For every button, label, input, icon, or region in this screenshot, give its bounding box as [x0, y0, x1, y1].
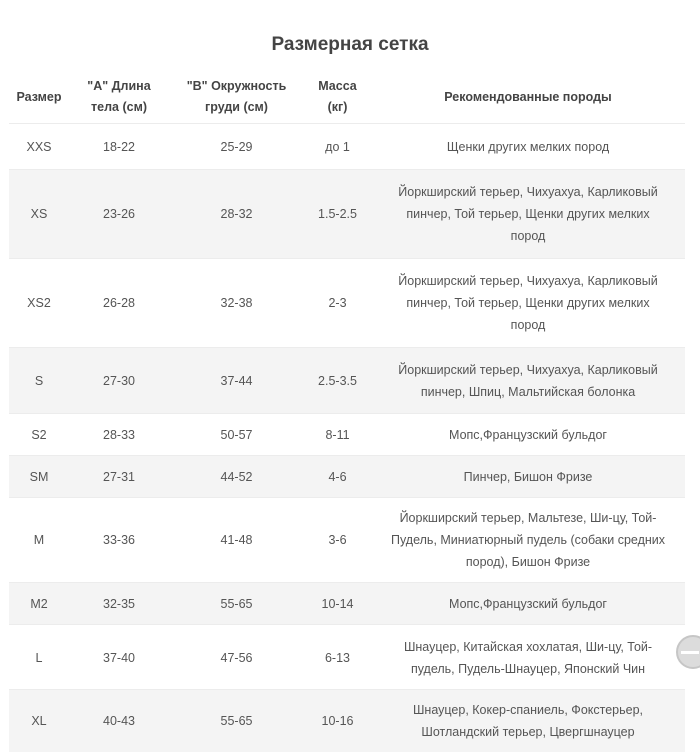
breeds-line: Шотландский терьер, Цвергшнауцер: [375, 721, 681, 743]
header-breeds-label: Рекомендованные породы: [444, 90, 611, 104]
size-chart-table: [9, 72, 685, 752]
breeds-line: пинчер, Шпиц, Мальтийская болонка: [375, 381, 681, 403]
breeds-line: Йоркширский терьер, Чихуахуа, Карликовый: [375, 270, 681, 292]
header-chest: [169, 72, 304, 124]
breeds-line: Пинчер, Бишон Фризе: [375, 466, 681, 488]
table-header-row: [9, 72, 685, 124]
breeds-line: пинчер, Той терьер, Щенки других мелких: [375, 203, 681, 225]
breeds-line: пород: [375, 314, 681, 336]
cell-length: 32-35: [69, 583, 169, 625]
header-chest-line1: "В" Окружность: [187, 79, 287, 93]
cell-mass: 4-6: [304, 456, 371, 498]
header-chest-line2: груди (см): [205, 100, 268, 114]
scroll-up-icon: [681, 651, 699, 654]
table-row: [9, 498, 685, 583]
cell-size: M2: [9, 583, 69, 625]
cell-size: M: [9, 498, 69, 583]
cell-mass: 8-11: [304, 414, 371, 456]
cell-length: 27-30: [69, 348, 169, 414]
cell-size: XXS: [9, 124, 69, 170]
table-row: [9, 170, 685, 259]
table-row: [9, 414, 685, 456]
header-mass: [304, 72, 371, 124]
cell-breeds: [371, 498, 685, 583]
table-row: [9, 625, 685, 690]
table-row: [9, 259, 685, 348]
cell-chest: 55-65: [169, 583, 304, 625]
table-row: [9, 690, 685, 752]
header-size-label: Размер: [16, 90, 61, 104]
header-length-line1: "А" Длина: [87, 79, 150, 93]
cell-mass: до 1: [304, 124, 371, 170]
header-length: [69, 72, 169, 124]
cell-breeds: [371, 625, 685, 690]
cell-length: 40-43: [69, 690, 169, 752]
cell-size: S2: [9, 414, 69, 456]
header-mass-line2: (кг): [328, 100, 348, 114]
cell-chest: 44-52: [169, 456, 304, 498]
table-row: [9, 456, 685, 498]
cell-breeds: [371, 456, 685, 498]
breeds-line: Мопс,Французский бульдог: [375, 424, 681, 446]
cell-mass: 2-3: [304, 259, 371, 348]
cell-length: 18-22: [69, 124, 169, 170]
cell-chest: 50-57: [169, 414, 304, 456]
cell-length: 28-33: [69, 414, 169, 456]
breeds-line: Йоркширский терьер, Чихуахуа, Карликовый: [375, 181, 681, 203]
breeds-line: Йоркширский терьер, Мальтезе, Ши-цу, Той-: [375, 507, 681, 529]
breeds-line: Шнауцер, Китайская хохлатая, Ши-цу, Той-: [375, 636, 681, 658]
breeds-line: Щенки других мелких пород: [375, 136, 681, 158]
cell-size: SM: [9, 456, 69, 498]
cell-length: 27-31: [69, 456, 169, 498]
header-length-line2: тела (см): [91, 100, 147, 114]
cell-length: 23-26: [69, 170, 169, 259]
cell-length: 37-40: [69, 625, 169, 690]
header-size: [9, 72, 69, 124]
cell-breeds: [371, 124, 685, 170]
cell-length: 33-36: [69, 498, 169, 583]
breeds-line: Пудель, Миниатюрный пудель (собаки средних: [375, 529, 681, 551]
page-title: Размерная сетка: [0, 34, 700, 56]
cell-mass: 10-16: [304, 690, 371, 752]
cell-chest: 32-38: [169, 259, 304, 348]
table-row: [9, 348, 685, 414]
breeds-line: Шнауцер, Кокер-спаниель, Фокстерьер,: [375, 699, 681, 721]
breeds-line: Мопс,Французский бульдог: [375, 593, 681, 615]
table-row: [9, 583, 685, 625]
header-breeds: [371, 72, 685, 124]
header-mass-line1: Масса: [318, 79, 357, 93]
cell-chest: 25-29: [169, 124, 304, 170]
cell-chest: 28-32: [169, 170, 304, 259]
cell-chest: 41-48: [169, 498, 304, 583]
breeds-line: пород), Бишон Фризе: [375, 551, 681, 573]
breeds-line: Йоркширский терьер, Чихуахуа, Карликовый: [375, 359, 681, 381]
cell-size: XS2: [9, 259, 69, 348]
cell-chest: 47-56: [169, 625, 304, 690]
cell-breeds: [371, 690, 685, 752]
cell-mass: 6-13: [304, 625, 371, 690]
breeds-line: пудель, Пудель-Шнауцер, Японский Чин: [375, 658, 681, 680]
cell-breeds: [371, 170, 685, 259]
cell-chest: 55-65: [169, 690, 304, 752]
cell-mass: 3-6: [304, 498, 371, 583]
cell-chest: 37-44: [169, 348, 304, 414]
cell-breeds: [371, 414, 685, 456]
cell-size: L: [9, 625, 69, 690]
breeds-line: пород: [375, 225, 681, 247]
cell-length: 26-28: [69, 259, 169, 348]
cell-mass: 10-14: [304, 583, 371, 625]
cell-breeds: [371, 348, 685, 414]
cell-breeds: [371, 259, 685, 348]
cell-mass: 1.5-2.5: [304, 170, 371, 259]
breeds-line: пинчер, Той терьер, Щенки других мелких: [375, 292, 681, 314]
table-row: [9, 124, 685, 170]
cell-mass: 2.5-3.5: [304, 348, 371, 414]
cell-size: XS: [9, 170, 69, 259]
cell-size: XL: [9, 690, 69, 752]
cell-breeds: [371, 583, 685, 625]
cell-size: S: [9, 348, 69, 414]
